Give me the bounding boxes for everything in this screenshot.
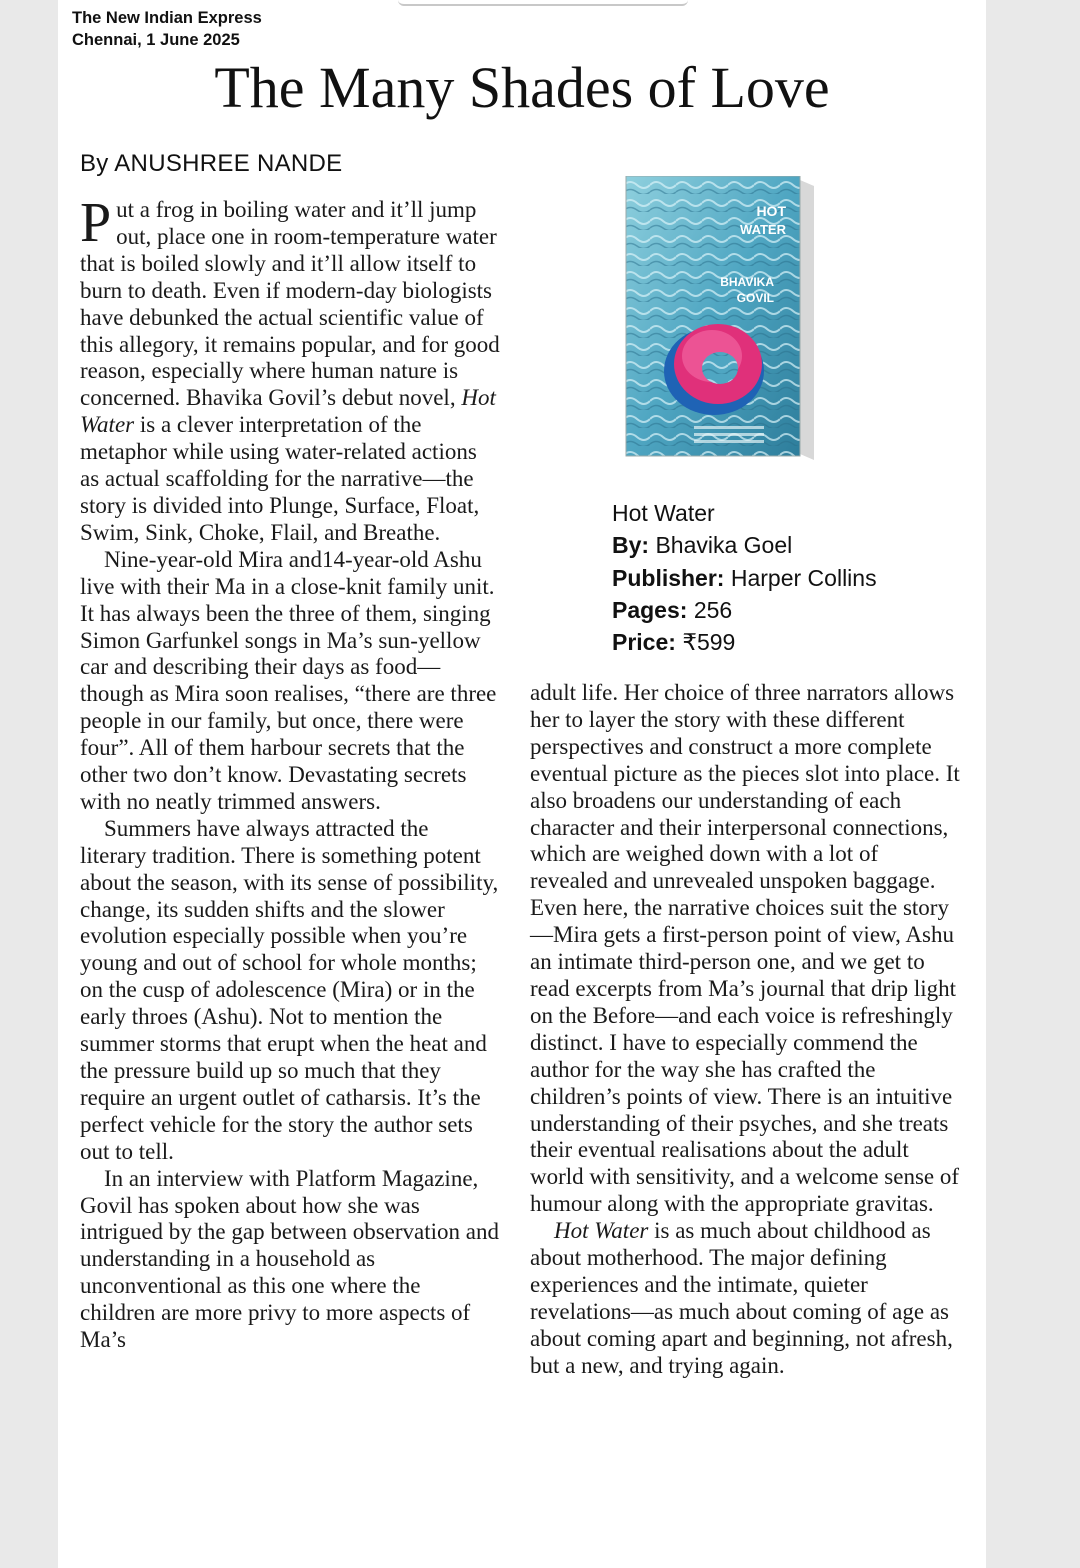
cover-title-line2: WATER xyxy=(740,222,786,237)
book-title-inline-2: Hot Water xyxy=(554,1218,649,1244)
paragraph-1: Put a frog in boiling water and it’ll jump out, place one in room-temperature water that is boiled slowly and it’ll allow itself to burn to death. Even if modern-day biologists have debunked the actual scientific value of this allegory, it remains popular, and for good reason, especially where human nature is concerned. Bhavika Govil’s debut novel, Hot Water is a clever interpretation of the metaphor while using water-related actions as actual scaffolding for the narrative—the story is divided into Plunge, Surface, Float, Swim, Sink, Choke, Flail, and Breathe. xyxy=(80,192,500,545)
paper-name: The New Indian Express xyxy=(72,9,262,27)
paragraph-4-continued: adult life. Her choice of three narrators allows her to layer the story with these different perspectives and construct a more complete eventual picture as the pieces slot into place. It also broadens our understanding of each character and their interpersonal connections, which are weighed down with a lot of revealed and unrevealed unspoken baggage. Even here, the narrative choices suit the story—Mira gets a first-person point of view, Ashu an intimate third-person one, and we get to read excerpts from Ma’s journal that drip light on the Before—and each voice is refreshingly distinct. I have to especially commend the author for the way she has crafted the children’s points of view. There is an intuitive understanding of their psyches, and she treats their eventual realisations about the adult world with sensitivity, and a welcome sense of humour along with the appropriate gravitas. xyxy=(530,680,960,1217)
headline: The Many Shades of Love xyxy=(214,55,830,120)
article-column-1 xyxy=(80,192,500,1354)
book-author: By: Bhavika Goel xyxy=(612,532,793,559)
paragraph-5: Hot Water is as much about childhood as about motherhood. The major defining experiences and the intimate, quieter revelations—as much about coming of age as about coming apart and beginning, not afresh, but a new, and trying again. xyxy=(530,1218,953,1378)
newspaper-clipping xyxy=(58,0,986,1568)
paragraph-2: Nine-year-old Mira and14-year-old Ashu live with their Ma in a close-knit family unit. It has always been the three of them, singing Simon Garfunkel songs in Ma’s sun-yellow car and describing their days as food—though as Mira soon realises, “there are three people in our family, but once, there were four”. All of them harbour secrets that the other two don’t know. Devastating secrets with no neatly trimmed answers. xyxy=(80,546,497,814)
book-title: Hot Water xyxy=(612,500,715,526)
paragraph-3: Summers have always attracted the literary tradition. There is something potent about the season, with its sense of possibility, change, its sudden shifts and the slower evolution especially possible when you’re young and out of school for whole months; on the cusp of adolescence (Mira) or in the early throes (Ashu). Not to mention the summer storms that erupt when the heat and the pressure build up so much that they require an urgent outlet of catharsis. It’s the perfect vehicle for the story the author sets out to tell. xyxy=(80,815,499,1164)
byline: By ANUSHREE NANDE xyxy=(80,150,343,177)
book-price: Price: ₹599 xyxy=(612,629,736,656)
article-column-2 xyxy=(530,680,960,1380)
book-details xyxy=(612,497,877,658)
book-cover-image xyxy=(624,176,814,460)
top-handle xyxy=(398,0,688,6)
cover-title-line1: HOT xyxy=(756,203,786,219)
book-title-inline: Hot Water xyxy=(80,385,496,438)
book-pages: Pages: 256 xyxy=(612,596,733,623)
paper-dateline: Chennai, 1 June 2025 xyxy=(72,31,240,49)
cover-author-line1: BHAVIKA xyxy=(720,275,774,289)
book-publisher: Publisher: Harper Collins xyxy=(612,564,877,591)
cover-author-line2: GOVIL xyxy=(736,291,774,305)
paragraph-4: In an interview with Platform Magazine, Govil has spoken about how she was intrigued by the gap between observation and understanding in a household as unconventional as this one where the children are more privy to more aspects of Ma’s xyxy=(80,1165,499,1353)
drop-cap: P xyxy=(80,192,112,254)
